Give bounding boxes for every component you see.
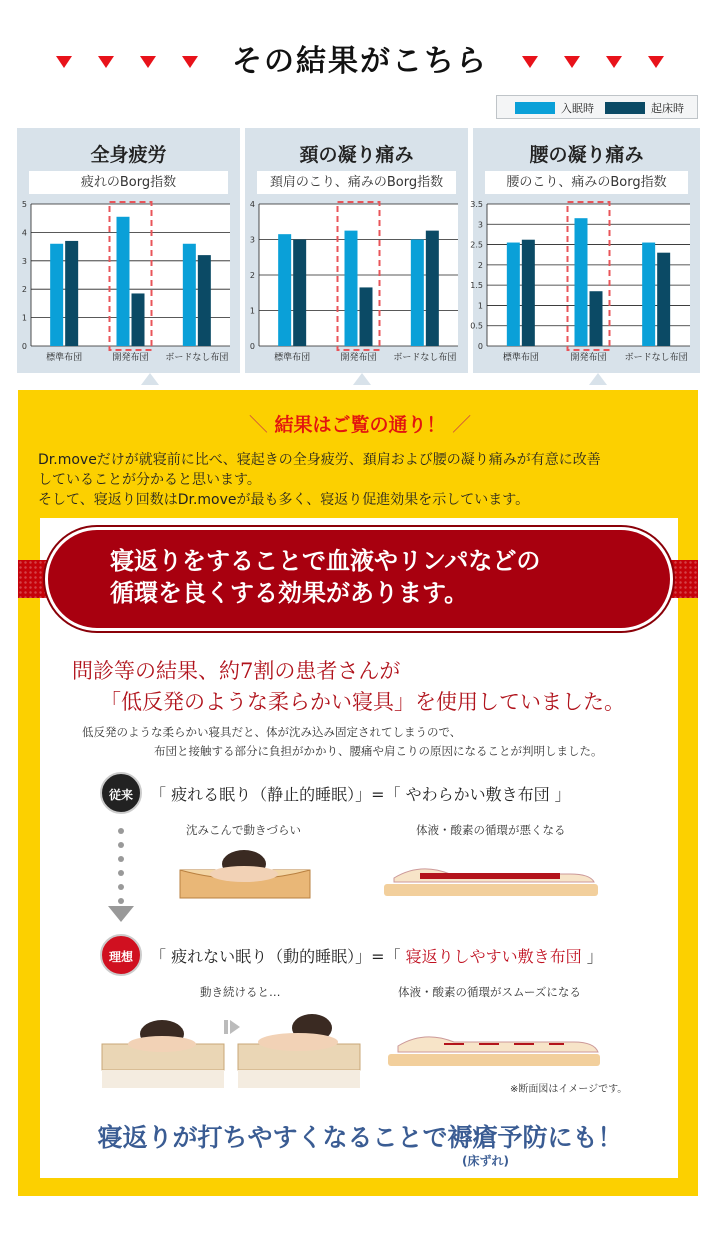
flow-dot — [118, 884, 124, 890]
slash-left: ＼ — [248, 414, 268, 436]
flow-dot — [118, 828, 124, 834]
results-line: していることが分かると思います。 — [38, 472, 261, 488]
x-tick-label: ボードなし布団 — [165, 353, 229, 363]
final-message: 寝返りが打ちやすくなることで褥瘡予防にも！ — [97, 1123, 623, 1152]
y-tick-label: 1 — [21, 313, 27, 323]
title-row — [0, 30, 720, 86]
y-tick-label: 1 — [249, 306, 255, 316]
triangle-icon — [522, 56, 538, 68]
bar-wake — [65, 241, 78, 346]
triangle-icon — [648, 56, 664, 68]
y-tick-label: 0 — [249, 342, 255, 351]
chart-panel-back — [470, 128, 700, 373]
survey-line-2: 「低反発のような柔らかい寝具」を使用していました。 — [100, 690, 625, 714]
after-eq-right: 」 — [581, 947, 603, 966]
y-tick-label: 2 — [477, 260, 483, 270]
before-caption-left: 沈みこんで動きづらい — [186, 823, 301, 837]
panel-pointer — [589, 373, 607, 385]
final-sub: (床ずれ) — [462, 1154, 509, 1168]
chart-panel-neck — [245, 128, 468, 373]
y-tick-label: 2.5 — [470, 240, 483, 250]
x-tick-label: 標準布団 — [46, 353, 83, 363]
y-tick-label: 3 — [249, 235, 255, 245]
soft-mattress-illustration — [178, 840, 313, 902]
flow-dot — [118, 842, 124, 848]
bar-wake — [590, 291, 603, 346]
bar-sleep — [278, 234, 291, 346]
bar-sleep — [411, 240, 424, 347]
y-tick-label: 0 — [21, 342, 27, 351]
y-tick-label: 1 — [477, 301, 483, 311]
survey-line-1: 問診等の結果、約7割の患者さんが — [72, 659, 401, 683]
after-eq-left: 「 疲れない眠り（動的睡眠）」=「 — [150, 947, 406, 966]
y-tick-label: 0 — [477, 342, 483, 351]
chart-svg — [17, 128, 240, 373]
x-tick-label: 開発布団 — [570, 353, 607, 363]
banner-text — [110, 545, 670, 609]
bar-wake — [293, 240, 306, 347]
slash-right: ／ — [452, 414, 472, 436]
after-eq-highlight: 寝返りしやすい敷き布団 — [405, 947, 582, 966]
bar-sleep — [50, 244, 63, 346]
triangle-icon — [606, 56, 622, 68]
banner-line: 循環を良くする効果があります。 — [110, 579, 469, 607]
bar-wake — [132, 293, 145, 346]
y-tick-label: 4 — [249, 200, 255, 209]
results-heading-text: 結果はご覧の通り！ — [274, 414, 446, 436]
panel-pointer — [141, 373, 159, 385]
bar-sleep — [345, 231, 358, 346]
chart-svg — [470, 128, 700, 373]
chart-title: 頚の凝り痛み — [299, 144, 414, 166]
legend-swatch-sleep — [515, 102, 555, 114]
y-tick-label: 3.5 — [470, 200, 483, 209]
bar-sleep — [642, 243, 655, 346]
legend-label-wake: 起床時 — [651, 102, 684, 115]
bar-sleep — [117, 217, 130, 346]
panel-pointer — [353, 373, 371, 385]
after-caption-left: 動き続けると… — [200, 985, 281, 999]
chart-panel-fatigue — [17, 128, 240, 373]
banner-line: 寝返りをすることで血液やリンパなどの — [110, 547, 541, 575]
before-caption-right: 体液・酸素の循環が悪くなる — [416, 823, 566, 837]
before-equation: 「 疲れる眠り（静止的睡眠）」=「 やわらかい敷き布団 」 — [150, 785, 571, 804]
down-arrow-icon — [108, 906, 134, 922]
x-tick-label: ボードなし布団 — [393, 353, 457, 363]
survey-note-1: 低反発のような柔らかい寝具だと、体が沈み込み固定されてしまうので、 — [82, 725, 462, 739]
y-tick-label: 3 — [21, 256, 27, 266]
bar-sleep — [507, 243, 520, 346]
chart-title: 腰の凝り痛み — [529, 144, 644, 166]
badge-before: 従来 — [100, 772, 142, 814]
x-tick-label: 標準布団 — [502, 353, 539, 363]
y-tick-label: 5 — [21, 200, 27, 209]
bar-wake — [426, 231, 439, 346]
survey-note-2: 布団と接触する部分に負担がかかり、腰痛や肩こりの原因になることが判明しました。 — [154, 744, 603, 758]
chart-subtitle: 疲れのBorg指数 — [29, 171, 228, 194]
firm-mattress-illustration-2 — [236, 1000, 364, 1092]
x-tick-label: 開発布団 — [340, 353, 377, 363]
legend-swatch-wake — [605, 102, 645, 114]
after-equation — [150, 944, 603, 967]
bar-sleep — [575, 218, 588, 346]
x-tick-label: 標準布団 — [274, 353, 311, 363]
page-title: その結果がこちら — [232, 44, 488, 79]
y-tick-label: 0.5 — [470, 321, 483, 331]
illustration-note: ※断面図はイメージです。 — [510, 1084, 628, 1095]
x-tick-label: 開発布団 — [112, 353, 149, 363]
flow-dot — [118, 856, 124, 862]
flow-dot — [118, 898, 124, 904]
poor-circulation-illustration — [380, 848, 602, 900]
y-tick-label: 3 — [477, 220, 483, 230]
chart-legend — [496, 95, 698, 119]
chart-title: 全身疲労 — [90, 144, 167, 166]
y-tick-label: 2 — [21, 285, 27, 295]
bar-sleep — [183, 244, 196, 346]
chart-subtitle: 腰のこり、痛みのBorg指数 — [485, 171, 688, 194]
y-tick-label: 4 — [21, 228, 27, 238]
badge-after: 理想 — [100, 934, 142, 976]
flow-dot — [118, 870, 124, 876]
results-line: そして、寝返り回数はDr.moveが最も多く、寝返り促進効果を示しています。 — [38, 492, 530, 508]
bar-wake — [198, 255, 211, 346]
results-description — [38, 450, 688, 510]
x-tick-label: ボードなし布団 — [624, 353, 688, 363]
triangle-icon — [564, 56, 580, 68]
chart-subtitle: 頚肩のこり、痛みのBorg指数 — [257, 171, 456, 194]
good-circulation-illustration — [384, 1010, 604, 1070]
chart-svg — [245, 128, 468, 373]
results-heading — [0, 410, 720, 437]
bar-wake — [657, 253, 670, 346]
y-tick-label: 2 — [249, 271, 255, 280]
firm-mattress-illustration-1 — [100, 1000, 228, 1092]
y-tick-label: 1.5 — [470, 281, 483, 291]
legend-label-sleep: 入眠時 — [561, 102, 594, 115]
bar-wake — [360, 287, 373, 346]
results-line: Dr.moveだけが就寝前に比べ、寝起きの全身疲労、頚肩および腰の凝り痛みが有意に改善 — [38, 452, 601, 468]
bar-wake — [522, 240, 535, 346]
after-caption-right: 体液・酸素の循環がスムーズになる — [398, 985, 581, 999]
